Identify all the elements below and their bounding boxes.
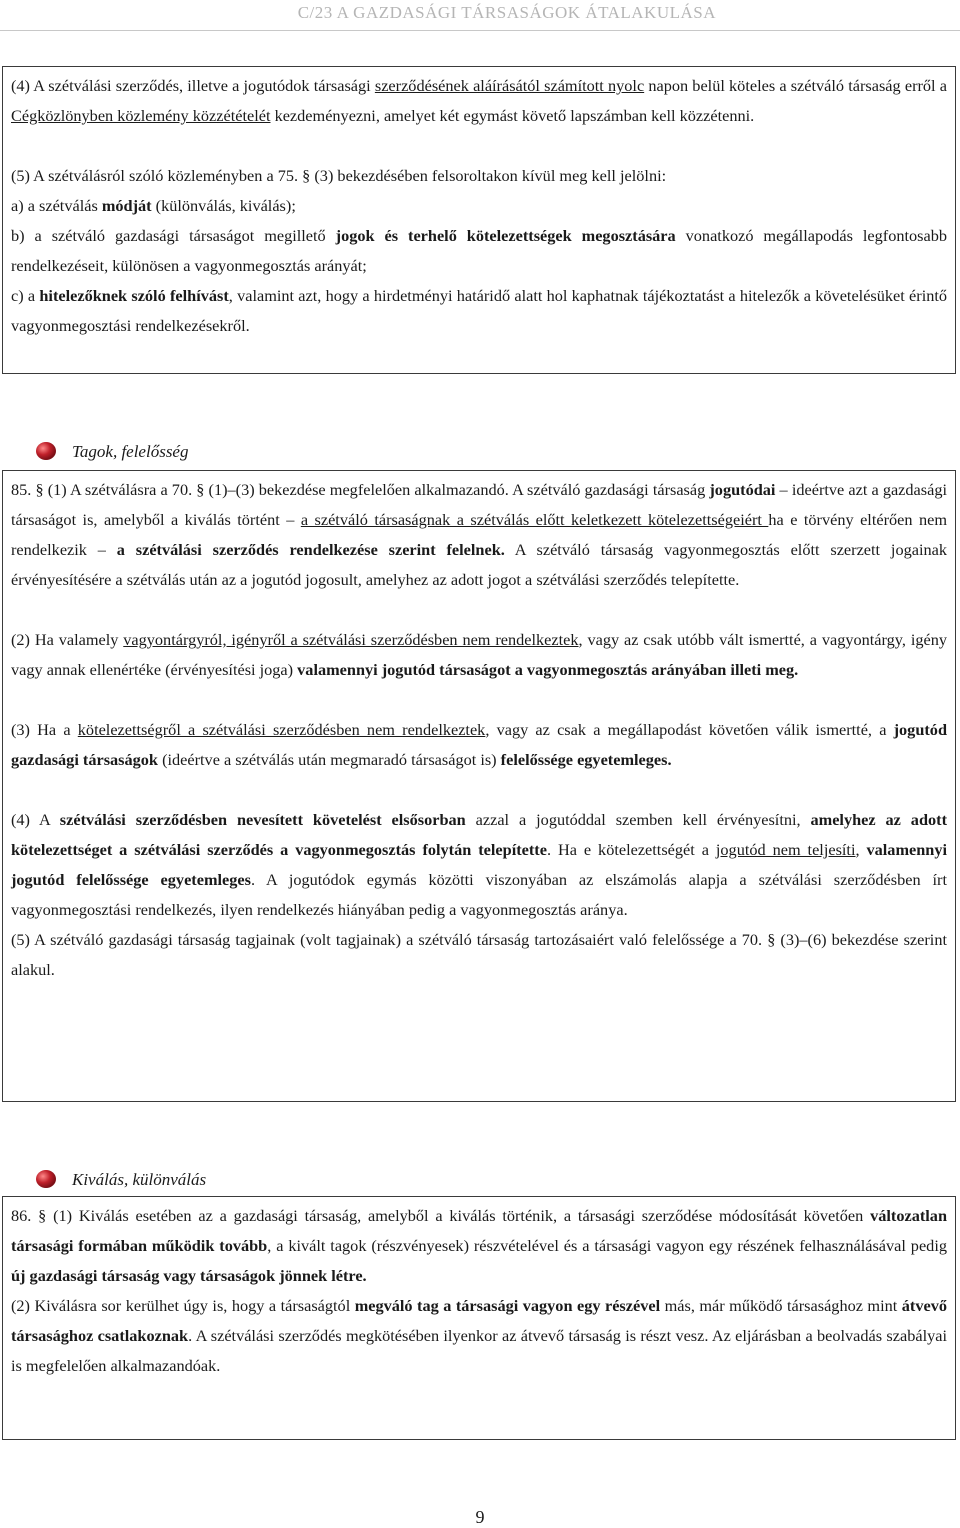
underlined-text: kötelezettségről a szétválási szerződésben nem rendelkeztek (77, 720, 486, 739)
bold-text: hitelezőknek szóló felhívást (39, 286, 229, 305)
bold-text: változatlan társasági formában működik tovább (11, 1206, 947, 1255)
text-box-3 (2, 1196, 956, 1440)
text: (különválás, kiválás); (151, 196, 296, 215)
bold-text: új gazdasági társaság vagy társaságok jönnek létre. (11, 1266, 367, 1285)
text: , valamint azt, hogy a hirdetményi határidő alatt hol kaphatnak tájékoztatást a hitelezők a követelésüket érintő vagyonmegosztási rendelkezésekről. (11, 286, 948, 335)
text: ha e törvény eltérően nem rendelkezik – (11, 510, 948, 559)
item-b (11, 221, 947, 281)
bold-text: a szétválási szerződés rendelkezése szerint felelnek. (116, 540, 505, 559)
paragraph-85-3 (11, 715, 947, 775)
paragraph-5: (5) A szétválásról szóló közleményben a 75. § (3) bekezdésében felsoroltakon kívül meg kell jelölni: (11, 166, 667, 185)
red-bullet-icon (34, 1168, 58, 1190)
text: más, már működő társasághoz mint (660, 1296, 902, 1315)
bold-text: valamennyi jogutód társaságot a vagyonmegosztás arányában illeti meg. (297, 660, 799, 679)
red-bullet-icon (34, 440, 58, 462)
text: . Ha e kötelezettségét a (546, 840, 716, 859)
text: (3) Ha a (11, 720, 78, 739)
bold-text: felelőssége egyetemleges. (500, 750, 672, 769)
text: , vagy az csak a megállapodást követően válik ismertté, a (485, 720, 894, 739)
paragraph-85-4 (11, 805, 947, 925)
text: , vagy az csak utóbb vált ismertté, a vagyontárgy, igény vagy annak ellenértéke (érvényesítési joga) (11, 630, 947, 679)
section-heading-kivalas (38, 1168, 206, 1192)
section-title: Kiválás, különválás (72, 1170, 207, 1189)
text: azzal a jogutóddal szemben kell érvényesítni, (465, 810, 811, 829)
bold-text: valamennyi jogutód felelőssége egyetemleges (11, 840, 948, 889)
text-box-2 (2, 470, 956, 1102)
text: . A jogutódok egymás közötti viszonyában az elszámolás alapja a szétválási szerződésben írt vagyonmegosztási rendelkezés, ilyen rendelkezés hiányában pedig a vagyonmegosztás aránya. (11, 870, 947, 919)
text-box-1 (2, 66, 956, 374)
text: A szétváló társaság vagyonmegosztás előtt szerzett jogainak érvényesítésére a szétválás után az a jogutód jogosult, amelyhez az adott jogot a szétválási szerződés telepítette. (11, 540, 947, 589)
bold-text: jogutódai (709, 480, 776, 499)
paragraph-86-2 (11, 1291, 947, 1381)
underlined-text: szerződésének aláírásától számított nyolc (374, 76, 645, 95)
text: , (855, 840, 867, 859)
item-c (11, 281, 947, 341)
text: (4) A (11, 810, 60, 829)
underlined-text: jogutód nem teljesíti (715, 840, 856, 859)
underlined-text: vagyontárgyról, igényről a szétválási szerződésben nem rendelkeztek (123, 630, 579, 649)
paragraph-86-1 (11, 1201, 947, 1291)
bold-text: módját (101, 196, 152, 215)
paragraph-85-1 (11, 475, 947, 595)
text: (ideértve a szétválás után megmaradó társaságot is) (158, 750, 501, 769)
paragraph-85-2 (11, 625, 947, 685)
text: , a kivált tagok (részvényesek) részvételével és a társasági vagyon egy részének felhasználásával pedig (267, 1236, 947, 1255)
bold-text: jogutód gazdasági társaságok (11, 720, 948, 769)
text: (2) Ha valamely (11, 630, 124, 649)
underlined-text: a szétváló társaságnak a szétválás előtt keletkezett kötelezettségeiért (300, 510, 769, 529)
paragraph-4 (11, 71, 947, 131)
bold-text: átvevő társasághoz csatlakoznak (11, 1296, 947, 1345)
page-number: 9 (475, 1507, 485, 1527)
text: a) a szétválás (11, 196, 102, 215)
header-rule (0, 30, 960, 31)
underlined-text: Cégközlönyben közlemény közzétételét (11, 106, 271, 125)
bold-text: megváló tag a társasági vagyon egy részével (354, 1296, 661, 1315)
text: 85. § (1) A szétválásra a 70. § (1)–(3) bekezdése megfelelően alkalmazandó. A szétváló gazdasági társaság (11, 480, 710, 499)
text: kezdeményezni, amelyet két egymást követő lapszámban kell közzétenni. (270, 106, 755, 125)
bold-text: amelyhez az adott kötelezettséget a szétválási szerződés a vagyonmegosztás folytán telepítette (11, 810, 947, 859)
text: b) a szétváló gazdasági társaságot megillető (11, 226, 336, 245)
text: (4) A szétválási szerződés, illetve a jogutódok társasági (11, 76, 375, 95)
running-head: C/23 A GAZDASÁGI TÁRSASÁGOK ÁTALAKULÁSA (297, 3, 716, 22)
text: (2) Kiválásra sor kerülhet úgy is, hogy a társaságtól (11, 1296, 355, 1315)
text: napon belül köteles a szétváló társaság erről a (644, 76, 947, 95)
bold-text: szétválási szerződésben nevesített követelést elsősorban (59, 810, 466, 829)
text: 86. § (1) Kiválás esetében az a gazdasági társaság, amelyből a kiválás történik, a társasági szerződése módosítását követően (11, 1206, 871, 1225)
text: c) a (11, 286, 40, 305)
text: – ideértve azt a gazdasági társaságot is, amelyből a kiválás történt – (11, 480, 948, 529)
section-heading-tagok (38, 440, 188, 464)
item-a (11, 191, 947, 221)
paragraph-85-5: (5) A szétváló gazdasági társaság tagjainak (volt tagjainak) a szétváló társaság tartozásaiért való felelőssége a 70. § (3)–(6) bekezdése szerint alakul. (11, 930, 947, 979)
section-title: Tagok, felelősség (72, 442, 189, 461)
text: vonatkozó megállapodás legfontosabb rendelkezéseit, különösen a vagyonmegosztás arányát; (11, 226, 947, 275)
bold-text: jogok és terhelő kötelezettségek megosztására (335, 226, 676, 245)
text: . A szétválási szerződés megkötésében ilyenkor az átvevő társaság is részt vesz. Az eljárásban a beolvadás szabályai is megfelelően alkalmazandóak. (11, 1326, 947, 1375)
